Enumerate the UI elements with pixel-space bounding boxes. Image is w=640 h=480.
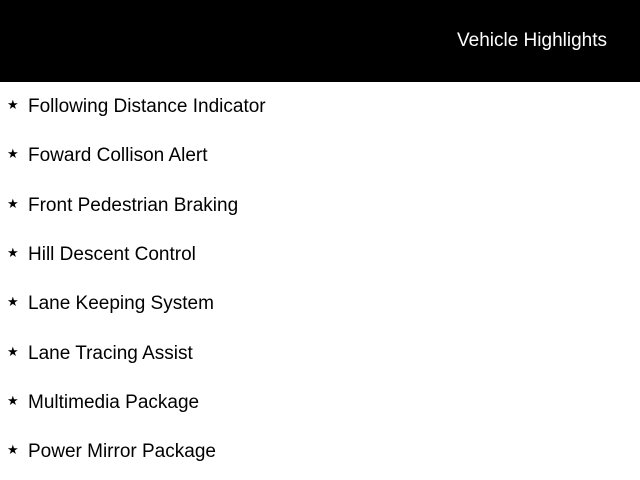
list-item (0, 441, 640, 465)
star-icon: ★ (7, 443, 19, 458)
list-item (0, 244, 640, 268)
feature-label: Lane Keeping System (28, 293, 214, 314)
star-icon: ★ (7, 197, 19, 212)
star-icon: ★ (7, 147, 19, 162)
list-item (0, 145, 640, 169)
feature-label: Following Distance Indicator (28, 96, 266, 117)
star-icon: ★ (7, 295, 19, 310)
feature-label: Foward Collison Alert (28, 145, 208, 166)
star-icon: ★ (7, 246, 19, 261)
feature-label: Front Pedestrian Braking (28, 195, 239, 216)
star-icon: ★ (7, 394, 19, 409)
list-item (0, 293, 640, 317)
feature-label: Multimedia Package (28, 392, 200, 413)
list-item (0, 392, 640, 416)
star-icon: ★ (7, 98, 19, 113)
feature-label: Lane Tracing Assist (28, 343, 193, 364)
list-item (0, 96, 640, 120)
feature-label: Power Mirror Package (28, 441, 216, 462)
header-bar (0, 0, 640, 82)
feature-label: Hill Descent Control (28, 244, 196, 265)
star-icon: ★ (7, 345, 19, 360)
list-item (0, 343, 640, 367)
page-title: Vehicle Highlights (457, 30, 607, 51)
list-item (0, 195, 640, 219)
